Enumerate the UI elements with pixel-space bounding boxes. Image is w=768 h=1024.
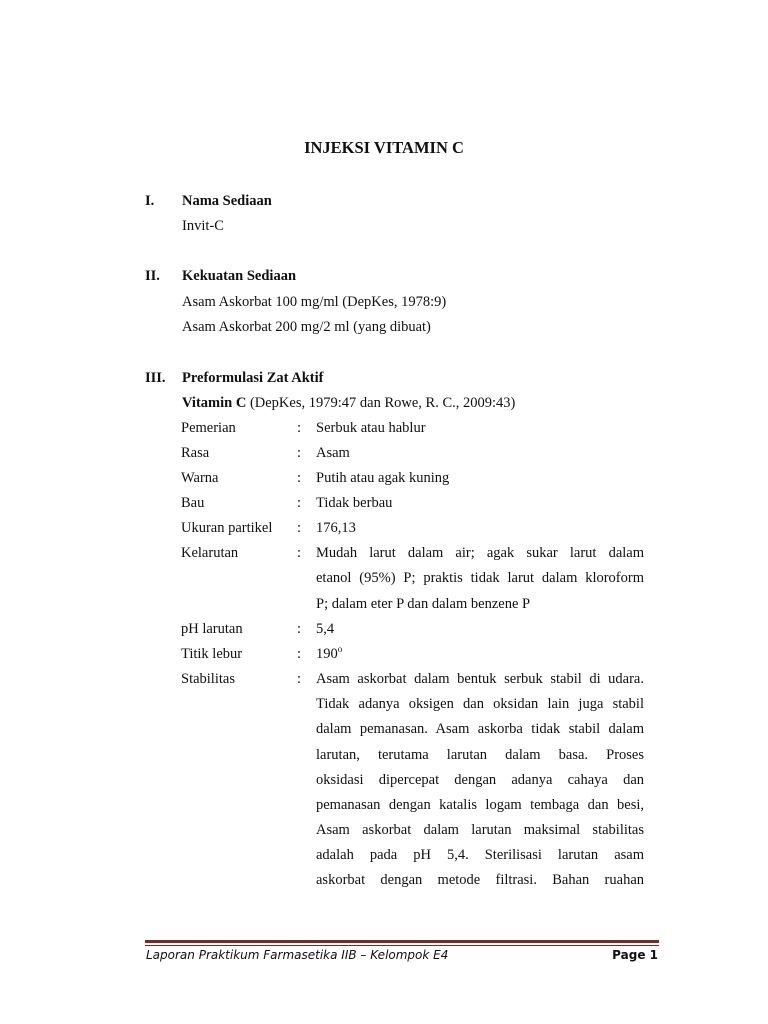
prop-colon: : bbox=[297, 520, 302, 536]
prop-value-kelarutan-line-3: P; dalam eter P dan dalam benzene P bbox=[316, 596, 531, 612]
prop-value-bau: Tidak berbau bbox=[316, 495, 393, 511]
prop-value-kelarutan-line-1: Mudah larut dalam air; agak sukar larut dalam bbox=[316, 545, 644, 561]
prop-value-stabilitas-line-6: pemanasan dengan katalis logam tembaga dan besi, bbox=[316, 797, 644, 813]
prop-label-ukuran-partikel: Ukuran partikel bbox=[181, 520, 273, 536]
prop-value-stabilitas-line-9: askorbat dengan metode filtrasi. Bahan ruahan bbox=[316, 872, 644, 888]
prop-colon: : bbox=[297, 495, 302, 511]
section-2-number: II. bbox=[145, 268, 160, 284]
prop-label-titik-lebur: Titik lebur bbox=[181, 646, 243, 662]
prop-colon: : bbox=[297, 646, 302, 662]
prop-value-stabilitas-line-3: dalam pemanasan. Asam askorba tidak stabil dalam bbox=[316, 721, 644, 737]
section-3-number: III. bbox=[145, 370, 166, 386]
prop-label-bau: Bau bbox=[181, 495, 205, 511]
prop-value-pemerian: Serbuk atau hablur bbox=[316, 420, 426, 436]
active-substance-line bbox=[182, 395, 515, 412]
prop-value-stabilitas-line-4: larutan, terutama larutan dalam basa. Proses bbox=[316, 747, 644, 763]
prop-value-kelarutan-line-2: etanol (95%) P; praktis tidak larut dalam kloroform bbox=[316, 570, 644, 586]
prop-value-ph-larutan: 5,4 bbox=[316, 621, 335, 637]
prop-colon: : bbox=[297, 470, 302, 486]
active-substance-name: Vitamin C bbox=[182, 395, 247, 411]
prop-label-warna: Warna bbox=[181, 470, 219, 486]
section-1-number: I. bbox=[145, 193, 155, 209]
strength-line-1: Asam Askorbat 100 mg/ml (DepKes, 1978:9) bbox=[182, 294, 447, 310]
strength-line-2: Asam Askorbat 200 mg/2 ml (yang dibuat) bbox=[182, 319, 431, 335]
prop-value-ukuran-partikel: 176,13 bbox=[316, 520, 356, 536]
active-substance-references: (DepKes, 1979:47 dan Rowe, R. C., 2009:43) bbox=[246, 395, 516, 411]
footer-page-number: Page 1 bbox=[612, 948, 658, 962]
footer-rule bbox=[145, 940, 659, 943]
degree-superscript: o bbox=[337, 644, 343, 655]
footer-rule-thin bbox=[145, 945, 659, 946]
prop-value-warna: Putih atau agak kuning bbox=[316, 470, 450, 486]
prop-colon: : bbox=[297, 445, 302, 461]
prop-label-ph-larutan: pH larutan bbox=[181, 621, 243, 637]
prop-colon: : bbox=[297, 545, 302, 561]
product-name: Invit-C bbox=[182, 218, 224, 234]
document-title: INJEKSI VITAMIN C bbox=[304, 138, 464, 157]
prop-label-rasa: Rasa bbox=[181, 445, 210, 461]
melting-point-number: 190 bbox=[316, 646, 338, 662]
section-2-heading: Kekuatan Sediaan bbox=[182, 268, 297, 284]
prop-value-rasa: Asam bbox=[316, 445, 350, 461]
prop-colon: : bbox=[297, 671, 302, 687]
prop-value-stabilitas-line-2: Tidak adanya oksigen dan oksidan lain juga stabil bbox=[316, 696, 644, 712]
prop-value-titik-lebur bbox=[316, 646, 644, 663]
footer-report-title: Laporan Praktikum Farmasetika IIB – Kelompok E4 bbox=[146, 948, 449, 962]
prop-label-kelarutan: Kelarutan bbox=[181, 545, 239, 561]
prop-value-stabilitas-line-1: Asam askorbat dalam bentuk serbuk stabil di udara. bbox=[316, 671, 644, 687]
prop-colon: : bbox=[297, 420, 302, 436]
prop-value-stabilitas-line-8: adalah pada pH 5,4. Sterilisasi larutan asam bbox=[316, 847, 644, 863]
section-1-heading: Nama Sediaan bbox=[182, 193, 272, 209]
prop-colon: : bbox=[297, 621, 302, 637]
prop-value-stabilitas-line-7: Asam askorbat dalam larutan maksimal stabilitas bbox=[316, 822, 644, 838]
prop-label-stabilitas: Stabilitas bbox=[181, 671, 235, 687]
prop-label-pemerian: Pemerian bbox=[181, 420, 236, 436]
prop-value-stabilitas-line-5: oksidasi dipercepat dengan adanya cahaya dan bbox=[316, 772, 644, 788]
section-3-heading: Preformulasi Zat Aktif bbox=[182, 370, 324, 386]
